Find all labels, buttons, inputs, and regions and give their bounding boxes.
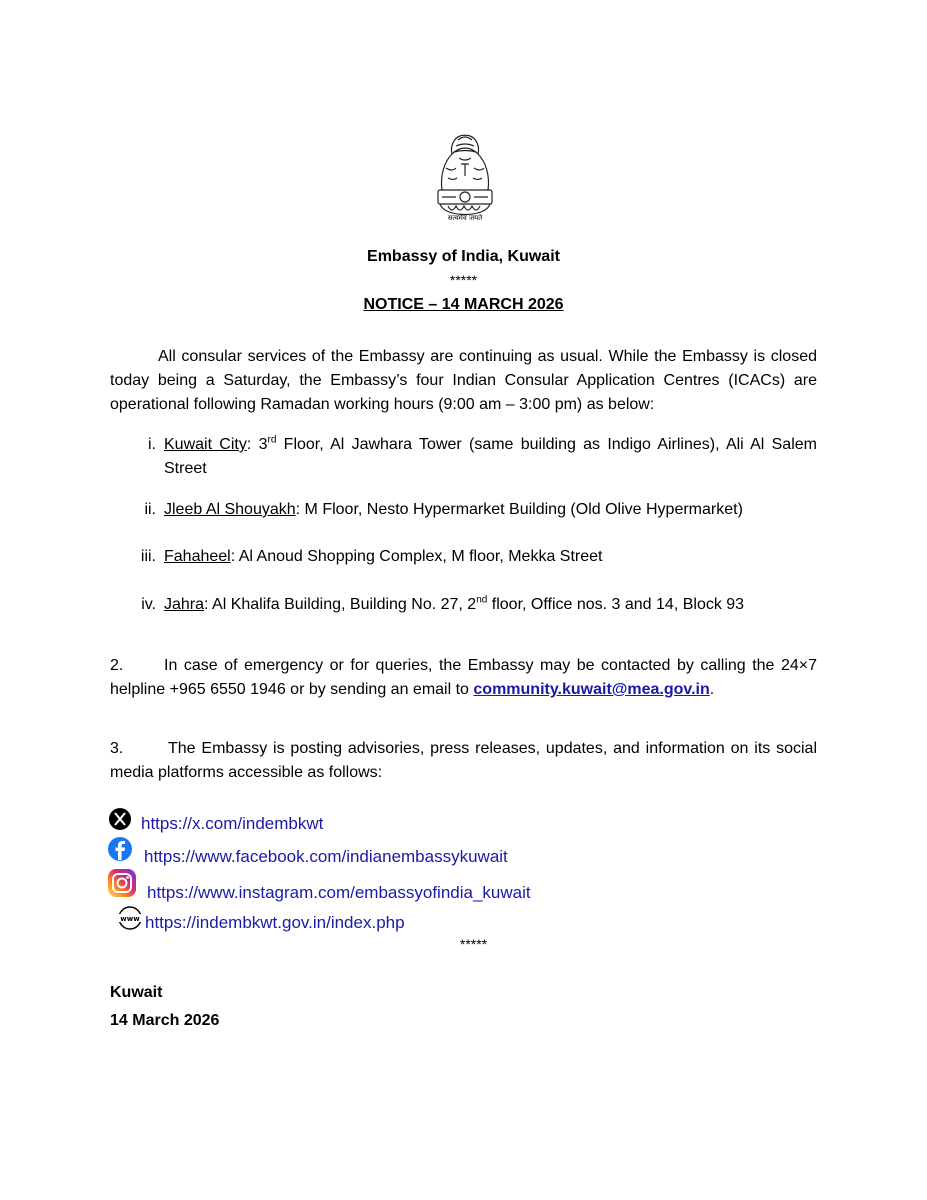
- email-link[interactable]: community.kuwait@mea.gov.in: [473, 681, 710, 698]
- separator-stars: *****: [459, 936, 488, 952]
- www-globe-icon: [115, 905, 145, 931]
- x-icon: [107, 806, 133, 832]
- centre-name: Jleeb Al Shouyakh: [164, 501, 296, 518]
- svg-text:www: www: [120, 915, 140, 923]
- instagram-url[interactable]: https://www.instagram.com/embassyofindia_kuwait: [147, 883, 531, 902]
- signoff-place: Kuwait: [110, 984, 163, 1001]
- centre-name: Fahaheel: [164, 548, 231, 565]
- embassy-title: Embassy of India, Kuwait: [367, 248, 560, 265]
- facebook-url[interactable]: https://www.facebook.com/indianembassykuwait: [144, 847, 508, 866]
- signoff-date: 14 March 2026: [110, 1012, 220, 1029]
- intro-paragraph: All consular services of the Embassy are continuing as usual. While the Embassy is closed today being a Saturday, the Embassy’s four Indian Consular Application Centres (ICACs) are operational following Ramadan working hours (9:00 am – 3:00 pm) as below:: [110, 348, 817, 413]
- instagram-icon: [107, 868, 137, 898]
- separator-stars: *****: [449, 272, 478, 288]
- emblem-motto: सत्यमेव जयते: [447, 214, 483, 222]
- list-number: iv.: [141, 596, 156, 613]
- facebook-icon: [107, 836, 133, 862]
- website-url[interactable]: https://indembkwt.gov.in/index.php: [145, 913, 405, 932]
- x-url[interactable]: https://x.com/indembkwt: [141, 814, 324, 833]
- list-number: iii.: [140, 548, 156, 565]
- list-number: ii.: [144, 501, 156, 518]
- list-number: i.: [148, 436, 156, 453]
- centre-name: Jahra: [164, 596, 205, 613]
- centre-name: Kuwait City: [164, 436, 247, 453]
- notice-page: सत्यमेव जयते Embassy of India, Kuwait ***** NOTICE – 14 MARCH 2026 All consular services of the Embassy are continuing as usual. While the Embassy is closed today being a Saturday, the Embassy’s four Indian Consular Application Centres (ICACs) are operational following Ramadan working hours (9:00 am – 3:00 pm) as below: i. Kuwait City: 3rd Floor, Al Jawhara Tower (same building as Indigo Airlines), Ali Al Salem Street ii. Jleeb Al Shouyakh: M Floor, Nesto Hypermarket Building (Old Olive Hypermarket) iii. Fahaheel: Al Anoud Shopping Complex, M floor, Mekka Street iv. Jahra: Al Khalifa Building, Building No. 27, 2nd floor, Office nos. 3 and 14, Block 93 2. In case of emergency or for queries, the Embassy may be contacted by calling the 24×7 helpline +965 6550 1946 or by sending an email to community.kuwait@mea.gov.in. 3. The Embassy is posting advisories, press releases, updates, and information on its social media platforms accessible as follows: https://x.com/indembkwt https://www.facebook.com/indianembassykuwait https://www.instagram.com/embassyofindia_kuwait www https://indembkwt.gov.in/index.php ***** Kuwait 14 March 2026: [0, 0, 927, 1200]
- social-media-paragraph: 3. The Embassy is posting advisories, press releases, updates, and information on its social media platforms accessible as follows:: [110, 740, 817, 781]
- emergency-paragraph: 2. In case of emergency or for queries, the Embassy may be contacted by calling the 24×7 helpline +965 6550 1946 or by sending an email to community.kuwait@mea.gov.in.: [110, 657, 817, 698]
- notice-heading: NOTICE – 14 MARCH 2026: [363, 296, 564, 313]
